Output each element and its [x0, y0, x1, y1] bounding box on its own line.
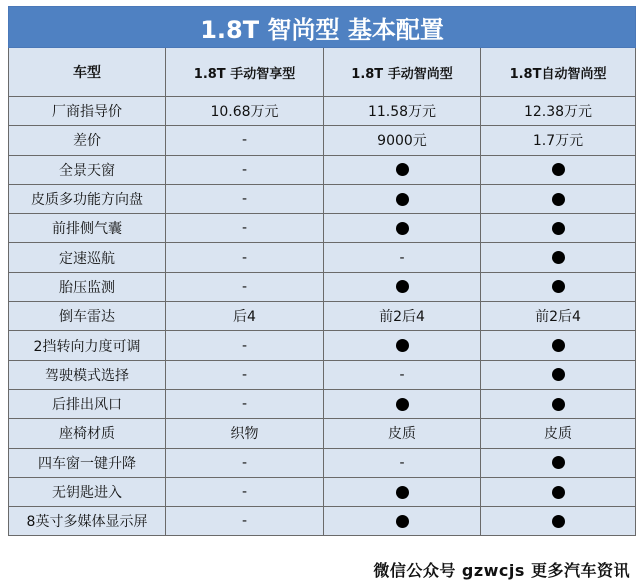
row-value [481, 184, 636, 213]
feature-dot-icon [552, 193, 565, 206]
row-value: - [166, 272, 324, 301]
title-row [9, 7, 636, 48]
row-value [481, 243, 636, 272]
row-value [481, 507, 636, 536]
row-value: 10.68万元 [166, 97, 324, 126]
row-value: 11.58万元 [324, 97, 481, 126]
feature-dot-icon [396, 398, 409, 411]
row-label: 四车窗一键升降 [9, 448, 166, 477]
row-label: 定速巡航 [9, 243, 166, 272]
row-value [481, 155, 636, 184]
row-value: - [324, 448, 481, 477]
feature-dot-icon [396, 222, 409, 235]
feature-dot-icon [396, 339, 409, 352]
table-row [9, 360, 636, 389]
row-value: - [166, 243, 324, 272]
row-value: - [166, 389, 324, 418]
spec-table [8, 6, 636, 536]
table-row [9, 243, 636, 272]
feature-dot-icon [552, 339, 565, 352]
row-label: 8英寸多媒体显示屏 [9, 507, 166, 536]
row-value: - [166, 214, 324, 243]
feature-dot-icon [396, 486, 409, 499]
row-value: 前2后4 [324, 302, 481, 331]
row-label: 厂商指导价 [9, 97, 166, 126]
row-value: 12.38万元 [481, 97, 636, 126]
row-label: 倒车雷达 [9, 302, 166, 331]
row-value: - [166, 448, 324, 477]
row-value [481, 360, 636, 389]
spec-table-body [9, 7, 636, 536]
table-row [9, 214, 636, 243]
row-value: 皮质 [324, 419, 481, 448]
row-value: 皮质 [481, 419, 636, 448]
row-value: - [324, 360, 481, 389]
header-model-2: 1.8T 手动智尚型 [324, 48, 481, 97]
row-value: - [166, 477, 324, 506]
feature-dot-icon [552, 251, 565, 264]
row-label: 2挡转向力度可调 [9, 331, 166, 360]
feature-dot-icon [396, 193, 409, 206]
row-value [481, 272, 636, 301]
row-value [324, 272, 481, 301]
feature-dot-icon [552, 486, 565, 499]
table-row [9, 126, 636, 155]
row-value: - [166, 155, 324, 184]
row-value [481, 389, 636, 418]
row-value: - [166, 507, 324, 536]
row-value: 织物 [166, 419, 324, 448]
row-label: 胎压监测 [9, 272, 166, 301]
table-row [9, 184, 636, 213]
table-row [9, 477, 636, 506]
row-label: 无钥匙进入 [9, 477, 166, 506]
row-label: 前排侧气囊 [9, 214, 166, 243]
row-value: - [166, 360, 324, 389]
footer-text: 微信公众号 gzwcjs 更多汽车资讯 [373, 561, 630, 580]
feature-dot-icon [396, 515, 409, 528]
table-title: 1.8T 智尚型 基本配置 [9, 7, 636, 48]
row-label: 皮质多功能方向盘 [9, 184, 166, 213]
row-label: 差价 [9, 126, 166, 155]
row-label: 全景天窗 [9, 155, 166, 184]
header-model-3: 1.8T自动智尚型 [481, 48, 636, 97]
table-row [9, 389, 636, 418]
row-value [324, 477, 481, 506]
row-value: 9000元 [324, 126, 481, 155]
row-value [481, 214, 636, 243]
row-value: 1.7万元 [481, 126, 636, 155]
header-label: 车型 [9, 48, 166, 97]
row-value [324, 389, 481, 418]
header-row [9, 48, 636, 97]
row-value: - [324, 243, 481, 272]
table-row [9, 97, 636, 126]
feature-dot-icon [552, 398, 565, 411]
row-value [324, 214, 481, 243]
row-value [324, 507, 481, 536]
row-value: 后4 [166, 302, 324, 331]
row-label: 驾驶模式选择 [9, 360, 166, 389]
table-row [9, 448, 636, 477]
feature-dot-icon [552, 280, 565, 293]
table-row [9, 419, 636, 448]
row-value: 前2后4 [481, 302, 636, 331]
row-label: 座椅材质 [9, 419, 166, 448]
table-row [9, 507, 636, 536]
row-value [481, 331, 636, 360]
feature-dot-icon [552, 456, 565, 469]
table-row [9, 272, 636, 301]
row-value: - [166, 331, 324, 360]
row-value: - [166, 184, 324, 213]
row-value [324, 331, 481, 360]
feature-dot-icon [552, 515, 565, 528]
header-model-1: 1.8T 手动智享型 [166, 48, 324, 97]
feature-dot-icon [552, 222, 565, 235]
row-value [481, 477, 636, 506]
feature-dot-icon [552, 368, 565, 381]
feature-dot-icon [396, 163, 409, 176]
feature-dot-icon [396, 280, 409, 293]
table-row [9, 302, 636, 331]
table-row [9, 331, 636, 360]
row-value: - [166, 126, 324, 155]
feature-dot-icon [552, 163, 565, 176]
row-value [324, 155, 481, 184]
row-value [481, 448, 636, 477]
row-value [324, 184, 481, 213]
table-row [9, 155, 636, 184]
row-label: 后排出风口 [9, 389, 166, 418]
